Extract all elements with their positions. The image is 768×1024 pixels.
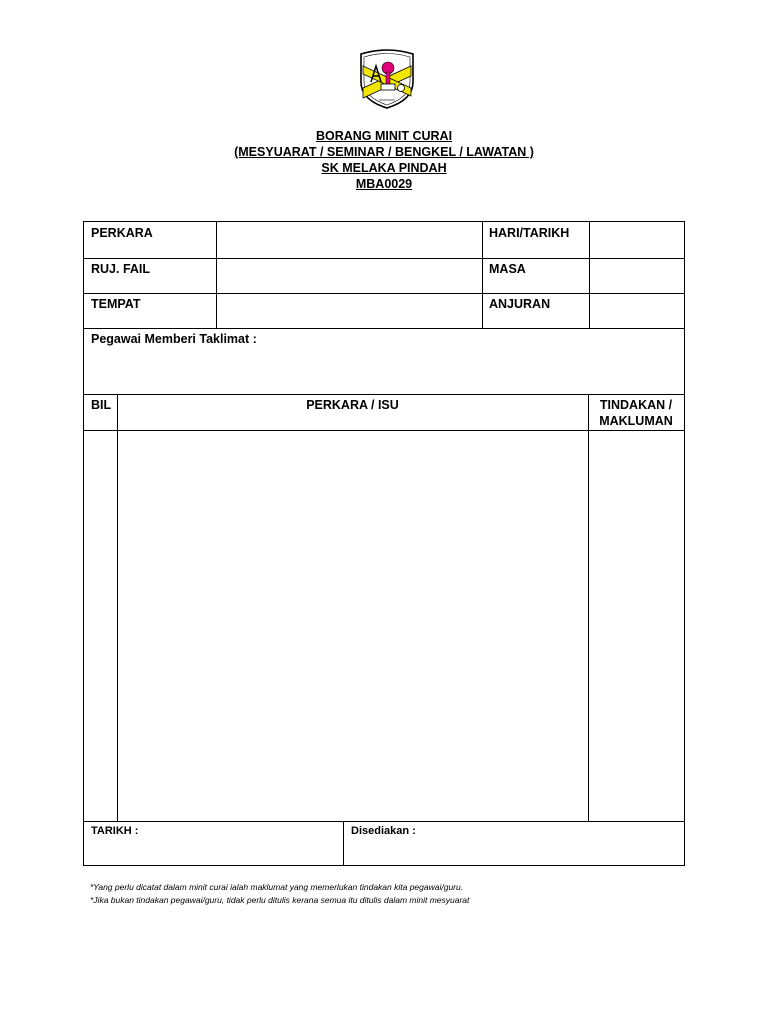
- tempat-field[interactable]: [217, 294, 482, 328]
- form-subtitle: (MESYUARAT / SEMINAR / BENGKEL / LAWATAN ): [234, 145, 534, 159]
- perkara-field[interactable]: [217, 222, 482, 258]
- minutes-form-table: [83, 221, 685, 866]
- form-title: BORANG MINIT CURAI: [315, 129, 453, 143]
- tempat-label: TEMPAT: [91, 297, 141, 311]
- perkara-isu-header: PERKARA / ISU: [306, 398, 399, 412]
- disediakan-field[interactable]: [344, 821, 684, 865]
- ruj-fail-label: RUJ. FAIL: [91, 262, 151, 276]
- school-code: MBA0029: [355, 177, 413, 191]
- hari-tarikh-field[interactable]: [590, 222, 684, 258]
- tarikh-field[interactable]: [84, 821, 343, 865]
- ruj-fail-field[interactable]: [217, 259, 482, 293]
- anjuran-field[interactable]: [590, 294, 684, 328]
- bil-header: BIL: [91, 398, 112, 412]
- officer-field[interactable]: [84, 328, 684, 394]
- footnote-2: *Jika bukan tindakan pegawai/guru, tidak perlu ditulis kerana semua itu ditulis dalam minit mesyuarat: [90, 895, 470, 905]
- tindakan-header-line2: MAKLUMAN: [599, 414, 673, 428]
- tindakan-makluman-header: [588, 394, 684, 433]
- masa-label: MASA: [489, 262, 526, 276]
- disediakan-label: Disediakan :: [351, 825, 416, 837]
- bil-column-area[interactable]: [84, 431, 117, 821]
- anjuran-label: ANJURAN: [489, 297, 551, 311]
- form-heading: [0, 128, 768, 192]
- hari-tarikh-label: HARI/TARIKH: [489, 226, 570, 240]
- tindakan-area[interactable]: [589, 431, 684, 821]
- perkara-label: PERKARA: [91, 226, 153, 240]
- tarikh-label: TARIKH :: [91, 825, 139, 837]
- school-name: SK MELAKA PINDAH: [321, 161, 447, 175]
- footnotes: [90, 881, 469, 907]
- officer-label: Pegawai Memberi Taklimat :: [91, 332, 257, 346]
- footnote-1: *Yang perlu dicatat dalam minit curai ialah maklumat yang memerlukan tindakan kita pegawai/guru.: [90, 882, 464, 892]
- school-crest-logo: [357, 48, 417, 110]
- tindakan-header-line1: TINDAKAN /: [599, 398, 673, 412]
- masa-field[interactable]: [590, 259, 684, 293]
- perkara-isu-area[interactable]: [118, 431, 588, 821]
